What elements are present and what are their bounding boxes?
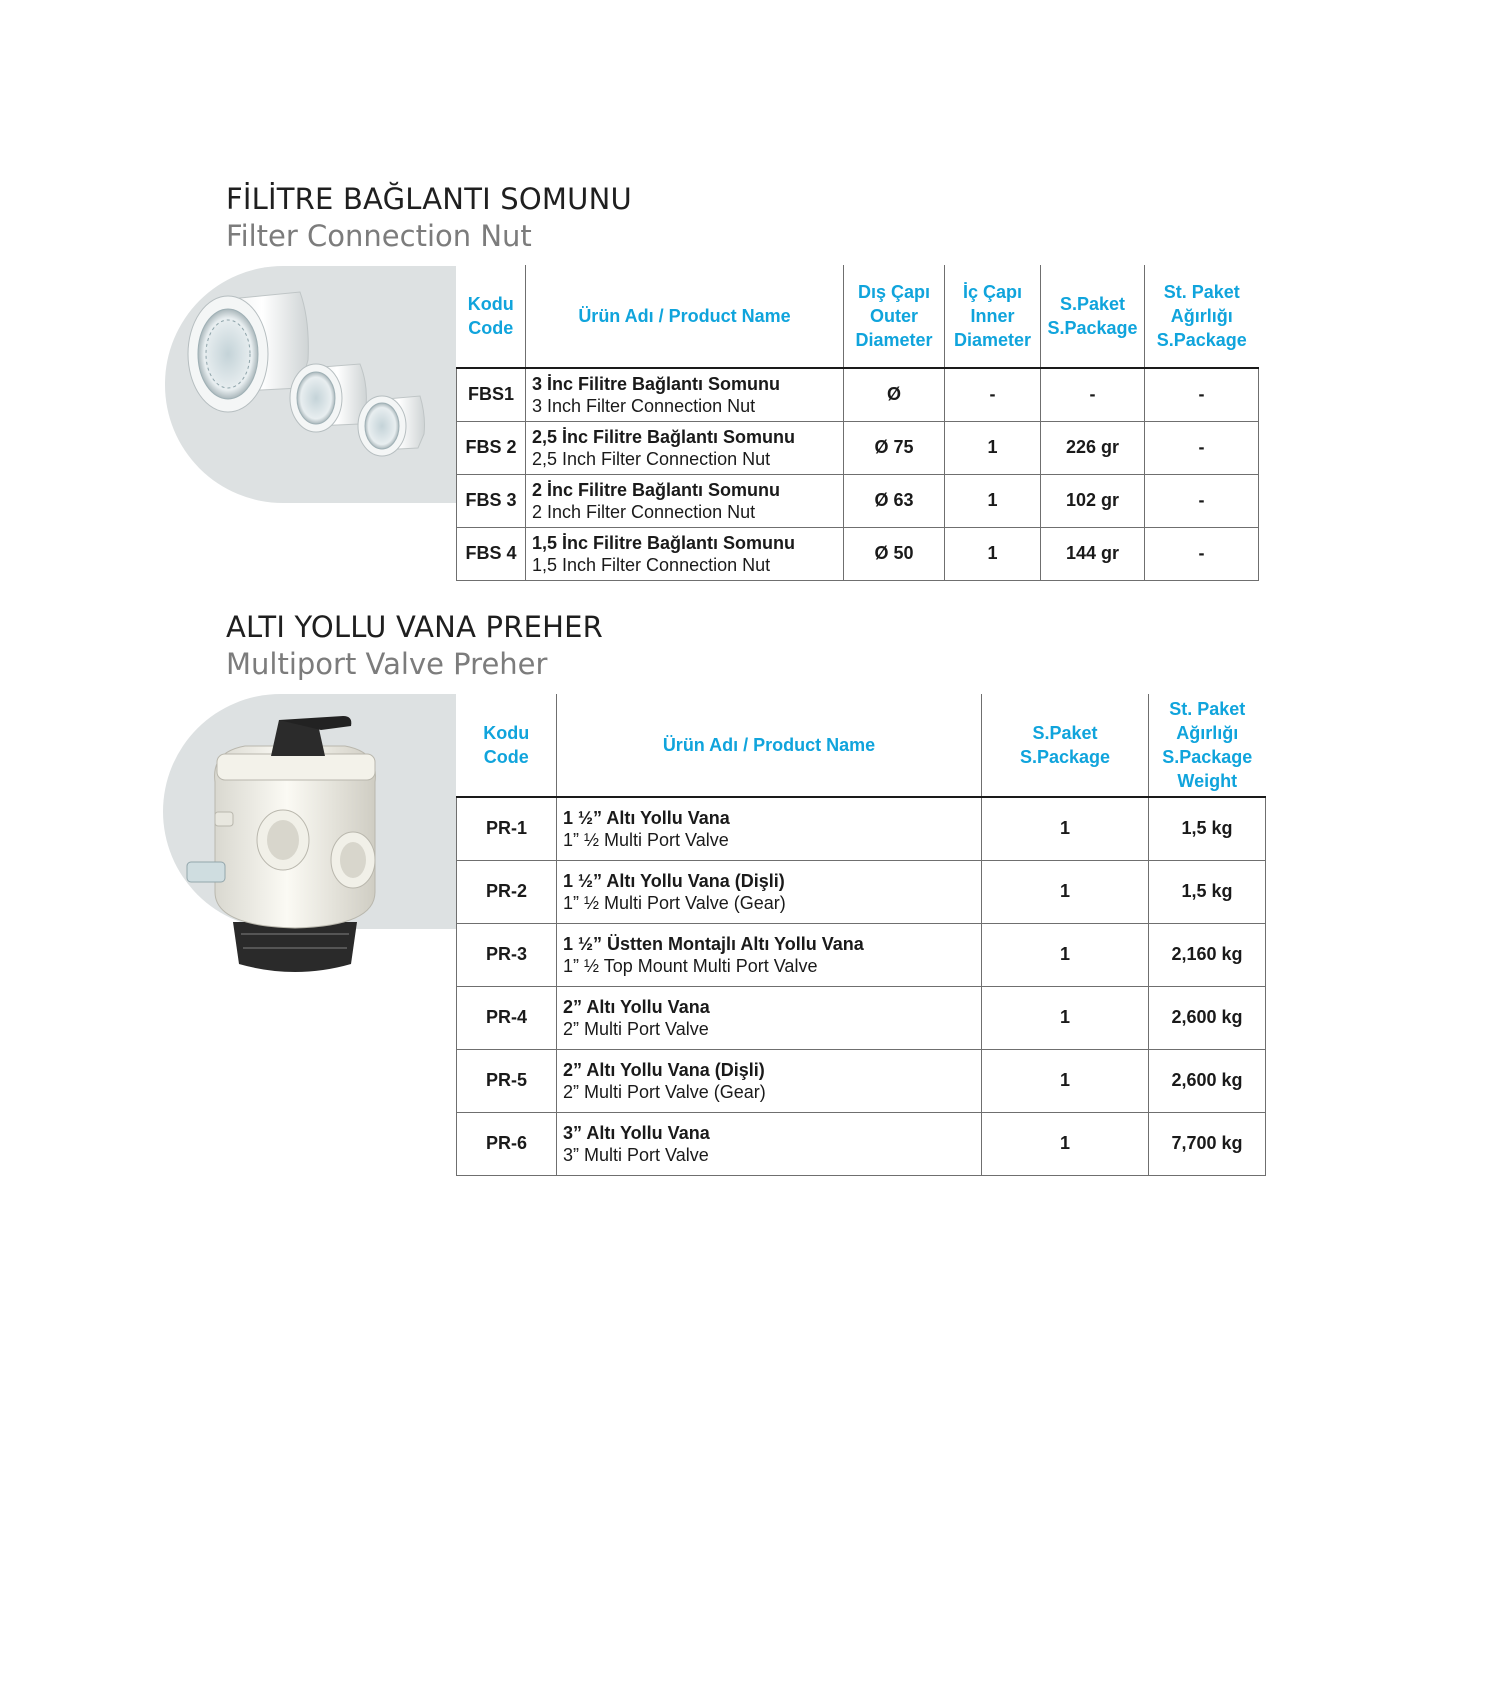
section-2-title xyxy=(226,609,603,683)
section-1-table xyxy=(456,265,1259,581)
row-weight: - xyxy=(1145,527,1259,580)
row-package: 1 xyxy=(982,986,1149,1049)
row-weight: - xyxy=(1145,474,1259,527)
row-outer: Ø 75 xyxy=(844,421,945,474)
row-inner: 1 xyxy=(945,421,1041,474)
header-product-name: Ürün Adı / Product Name xyxy=(526,265,844,368)
header-package-weight: St. Paket Ağırlığı S.Package Weight xyxy=(1149,694,1266,797)
row-product-name: 1 ½” Altı Yollu Vana (Dişli) 1” ½ Multi Port Valve (Gear) xyxy=(557,860,982,923)
nut-medium xyxy=(290,364,366,432)
row-inner: - xyxy=(945,368,1041,421)
table-row xyxy=(457,860,1266,923)
header-outer-diameter: Dış Çapı Outer Diameter xyxy=(844,265,945,368)
row-package: 1 xyxy=(982,1049,1149,1112)
row-product-name: 1,5 İnc Filitre Bağlantı Somunu 1,5 Inch Filter Connection Nut xyxy=(526,527,844,580)
header-code: Kodu Code xyxy=(457,265,526,368)
section-2-table xyxy=(456,694,1266,1176)
row-product-name: 1 ½” Altı Yollu Vana 1” ½ Multi Port Valve xyxy=(557,797,982,860)
row-weight: 7,700 kg xyxy=(1149,1112,1266,1175)
filter-connection-nut-image xyxy=(180,280,460,500)
row-package: 1 xyxy=(982,1112,1149,1175)
row-package: 102 gr xyxy=(1041,474,1145,527)
row-inner: 1 xyxy=(945,474,1041,527)
table-row xyxy=(457,923,1266,986)
section-2-header-row xyxy=(457,694,1266,797)
row-package: - xyxy=(1041,368,1145,421)
row-package: 1 xyxy=(982,923,1149,986)
row-code: PR-6 xyxy=(457,1112,557,1175)
table-row xyxy=(457,368,1259,421)
row-code: FBS 3 xyxy=(457,474,526,527)
row-weight: 2,160 kg xyxy=(1149,923,1266,986)
row-package: 144 gr xyxy=(1041,527,1145,580)
section-1-title xyxy=(226,181,632,255)
table-row xyxy=(457,986,1266,1049)
section-1-title-en: Filter Connection Nut xyxy=(226,219,532,253)
row-weight: - xyxy=(1145,368,1259,421)
row-outer: Ø 63 xyxy=(844,474,945,527)
row-code: PR-1 xyxy=(457,797,557,860)
row-product-name: 2” Altı Yollu Vana (Dişli) 2” Multi Port Valve (Gear) xyxy=(557,1049,982,1112)
table-row xyxy=(457,1112,1266,1175)
row-outer: Ø xyxy=(844,368,945,421)
row-product-name: 3” Altı Yollu Vana 3” Multi Port Valve xyxy=(557,1112,982,1175)
row-product-name: 1 ½” Üstten Montajlı Altı Yollu Vana 1” ½ Top Mount Multi Port Valve xyxy=(557,923,982,986)
valve-base xyxy=(233,922,357,972)
table-row xyxy=(457,421,1259,474)
row-inner: 1 xyxy=(945,527,1041,580)
row-product-name: 2 İnc Filitre Bağlantı Somunu 2 Inch Filter Connection Nut xyxy=(526,474,844,527)
section-1-title-tr: FİLİTRE BAĞLANTI SOMUNU xyxy=(226,182,632,216)
row-code: FBS 4 xyxy=(457,527,526,580)
row-code: FBS 2 xyxy=(457,421,526,474)
header-inner-diameter: İç Çapı Inner Diameter xyxy=(945,265,1041,368)
table-row xyxy=(457,1049,1266,1112)
section-2-title-tr: ALTI YOLLU VANA PREHER xyxy=(226,610,603,644)
row-weight: 1,5 kg xyxy=(1149,860,1266,923)
header-package: S.Paket S.Package xyxy=(982,694,1149,797)
table-row xyxy=(457,474,1259,527)
table-row xyxy=(457,797,1266,860)
row-code: PR-4 xyxy=(457,986,557,1049)
row-weight: 1,5 kg xyxy=(1149,797,1266,860)
section-2-title-en: Multiport Valve Preher xyxy=(226,647,548,681)
header-package: S.Paket S.Package xyxy=(1041,265,1145,368)
row-product-name: 2” Altı Yollu Vana 2” Multi Port Valve xyxy=(557,986,982,1049)
multiport-valve-image xyxy=(175,712,415,982)
valve-cover xyxy=(217,754,375,780)
row-code: FBS1 xyxy=(457,368,526,421)
nut-small xyxy=(358,396,425,456)
row-weight: 2,600 kg xyxy=(1149,1049,1266,1112)
row-code: PR-3 xyxy=(457,923,557,986)
row-product-name: 3 İnc Filitre Bağlantı Somunu 3 Inch Filter Connection Nut xyxy=(526,368,844,421)
row-product-name: 2,5 İnc Filitre Bağlantı Somunu 2,5 Inch Filter Connection Nut xyxy=(526,421,844,474)
row-code: PR-5 xyxy=(457,1049,557,1112)
section-1-header-row xyxy=(457,265,1259,368)
header-product-name: Ürün Adı / Product Name xyxy=(557,694,982,797)
row-package: 1 xyxy=(982,860,1149,923)
row-package: 226 gr xyxy=(1041,421,1145,474)
header-code: Kodu Code xyxy=(457,694,557,797)
row-outer: Ø 50 xyxy=(844,527,945,580)
header-package-weight: St. Paket Ağırlığı S.Package xyxy=(1145,265,1259,368)
row-weight: - xyxy=(1145,421,1259,474)
table-row xyxy=(457,527,1259,580)
row-weight: 2,600 kg xyxy=(1149,986,1266,1049)
row-code: PR-2 xyxy=(457,860,557,923)
row-package: 1 xyxy=(982,797,1149,860)
